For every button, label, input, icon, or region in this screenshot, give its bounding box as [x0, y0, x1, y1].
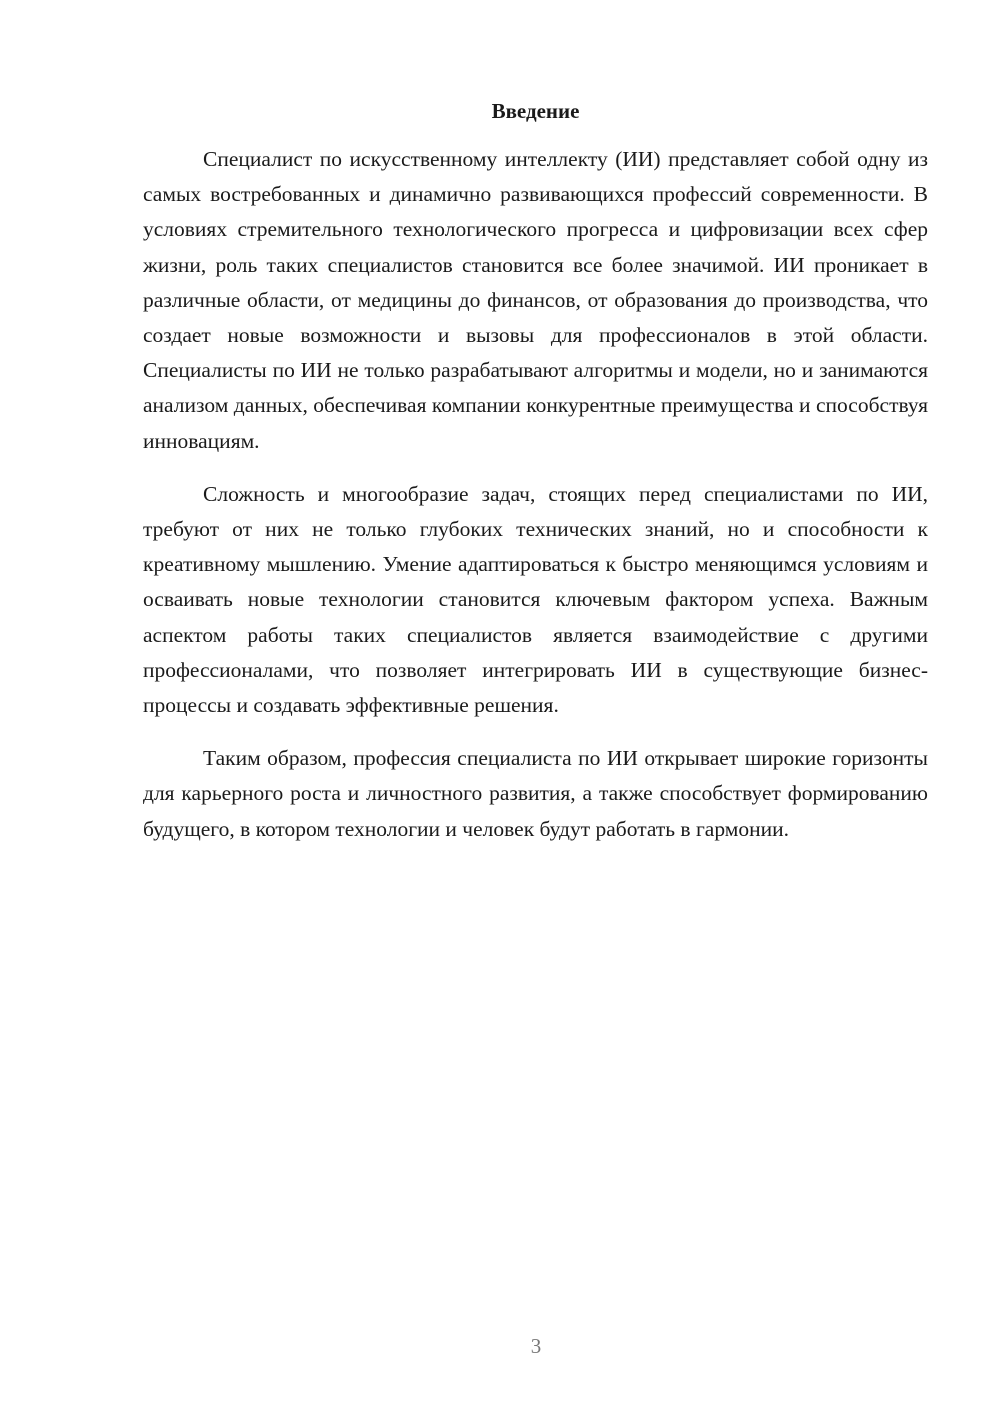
paragraph-2: Сложность и многообразие задач, стоящих перед специалистами по ИИ, требуют от них не только глубоких технических знаний, но и способности к креативному мышлению. Умение адаптироваться к быстро меняющимся условиям и осваивать новые технологии становится ключевым фактором успеха. Важным аспектом работы таких специалистов является взаимодействие с другими профессионалами, что позволяет интегрировать ИИ в существующие бизнес-процессы и создавать эффективные решения. — [143, 481, 928, 718]
paragraph-1: Специалист по искусственному интеллекту (ИИ) представляет собой одну из самых востребованных и динамично развивающихся профессий современности. В условиях стремительного технологического прогресса и цифровизации всех сфер жизни, роль таких специалистов становится все более значимой. ИИ проникает в различные области, от медицины до финансов, от образования до производства, что создает новые возможности и вызовы для профессионалов в этой области. Специалисты по ИИ не только разрабатывают алгоритмы и модели, но и занимаются анализом данных, обеспечивая компании конкурентные преимущества и способствуя инновациям. — [143, 147, 928, 453]
section-title: Введение — [491, 99, 580, 123]
page-number: 3 — [530, 1334, 542, 1358]
body-text — [143, 142, 928, 865]
paragraph-3: Таким образом, профессия специалиста по ИИ открывает широкие горизонты для карьерного роста и личностного развития, а также способствует формированию будущего, в котором технологии и человек будут работать в гармонии. — [143, 746, 928, 841]
